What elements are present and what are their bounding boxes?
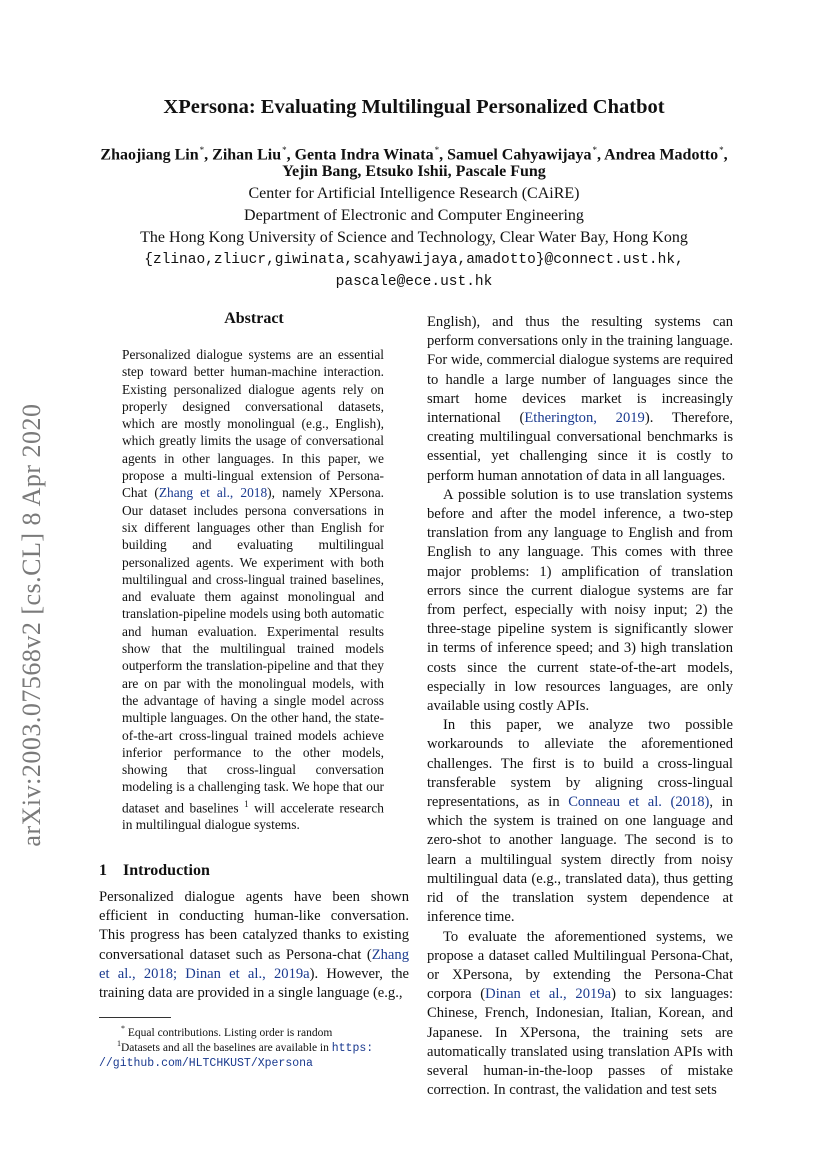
body-paragraph [427,716,733,927]
citation-link[interactable]: Conneau et al. (2018) [568,794,710,811]
footnote-datasets [99,1036,409,1071]
citation-link[interactable]: Zhang et al., 2018 [158,485,268,501]
author-name: Samuel Cahyawijaya [447,146,592,164]
equal-contrib-mark: * [199,145,205,155]
body-text: ). Therefore, creating multilingual conversational benchmarks is essential, yet challenging since it is costly to perform human annotation of data in all languages. [427,410,733,484]
body-paragraph [427,928,733,1101]
author-name: Zihan Liu [212,146,282,164]
intro-paragraph [99,888,409,1003]
body-paragraph: A possible solution is to use translation systems before and after the model inference, a two-step translation from any language to English and from English to any language. This comes with three major problems: 1) amplification of translation errors since the current dialogue systems are far from perfect, especially with noisy input; 2) the three-stage pipeline system is significantly slower in terms of inference speed; and 3) high translation costs since the current state-of-the-art models, especially in low resources languages, are only available using costly APIs. [427,486,733,715]
arxiv-sidebar [12,375,52,875]
equal-contrib-mark: * [719,145,724,155]
equal-contrib-mark: * [282,145,287,155]
abstract-heading: Abstract [224,310,284,327]
citation-link[interactable]: Dinan et al., 2019a [485,986,612,1003]
abstract-text: will accelerate research in multilingual dialogue systems. [122,800,384,833]
body-text: ) to six languages: Chinese, French, Indonesian, Italian, Korean, and Japanese. In XPersona, the training sets are automatically translated using translation APIs with several human-in-the-loop passes of mistake correction. In contrast, the validation and test sets [427,986,733,1099]
equal-contrib-mark: * [434,145,440,155]
github-url-link[interactable]: //github.com/HLTCHKUST/Xpersona [99,1056,313,1070]
abstract-text: Personalized dialogue systems are an essential step toward better human-machine interaction. Existing personalized dialogue agents rely on properly designed conversational datasets, which are mostly monolingual (e.g., English), which greatly limits the usage of conversational agents in other languages. In this paper, we propose a multi-lingual extension of Persona-Chat ( [122,347,384,501]
affiliation-center: Center for Artificial Intelligence Research (CAiRE) [248,185,580,202]
citation-link[interactable]: Etherington, 2019 [524,410,645,427]
author-email-pascale: pascale@ece.ust.hk [335,274,493,290]
author-name: Etsuko Ishii [365,163,448,180]
author-name: Zhaojiang Lin [100,146,199,164]
affiliation-department: Department of Electronic and Computer Engineering [244,207,584,224]
abstract-body [122,346,384,834]
body-text: English), and thus the resulting systems can perform conversations only in the training language. For wide, commercial dialogue systems are required to handle a large number of languages since the smart home devices market is increasingly international ( [427,314,733,427]
author-name: Yejin Bang [282,163,358,180]
body-text: , in which the system is trained on one language and zero-shot to another language. The second is to learn a multilingual system directly from noisy multilingual data (e.g., translated data), thus getting rid of the translation system dependence at inference time. [427,794,733,926]
footnote-symbol: * [121,1024,125,1033]
section-number: 1 [99,862,107,879]
body-text: To evaluate the aforementioned systems, we propose a dataset called Multilingual Persona-Chat, or XPersona, by extending the Persona-Chat corpora ( [427,928,733,1003]
body-text: ). However, the training data are provided in a single language (e.g., [99,965,409,1002]
citation-link[interactable]: Zhang et al., 2018; Dinan et al., 2019a [99,946,409,982]
section-heading-introduction [99,862,210,880]
section-title: Introduction [123,862,210,879]
paper-title: XPersona: Evaluating Multilingual Personalized Chatbot [163,96,665,118]
affiliation-university: The Hong Kong University of Science and Technology, Clear Water Bay, Hong Kong [140,229,688,246]
author-name: Andrea Madotto [604,146,719,164]
author-line-2: Yejin Bang, Etsuko Ishii, Pascale Fung [282,163,546,180]
right-column-body [427,313,733,1100]
equal-contrib-mark: * [592,145,598,155]
body-text: In this paper, we analyze two possible workarounds to alleviate the aforementioned challenges. The first is to build a cross-lingual transferable system by aligning cross-lingual representations, as in [427,717,733,811]
author-name: Pascale Fung [455,163,546,180]
footnote-symbol: 1 [117,1039,121,1048]
author-line-1: Zhaojiang Lin*, Zihan Liu*, Genta Indra Winata*, Samuel Cahyawijaya*, Andrea Madotto*, [100,145,728,164]
footnote-marker[interactable]: 1 [244,798,249,809]
footnote-text: Equal contributions. Listing order is random [127,1026,333,1039]
arxiv-identifier: arXiv:2003.07568v2 [cs.CL] 8 Apr 2020 [17,403,46,847]
github-url-link-start[interactable]: https: [331,1041,374,1055]
footnote-rule [99,1017,171,1018]
footnote-text: Datasets and all the baselines are available in [121,1041,332,1054]
author-emails: {zlinao,zliucr,giwinata,scahyawijaya,amadotto}@connect.ust.hk, [144,252,684,268]
author-name: Genta Indra Winata [294,146,434,164]
abstract-text: ), namely XPersona. Our dataset includes persona conversations in six different languages other than English for building and evaluating multilingual personalized agents. We experiment with both multilingual and cross-lingual trained baselines, and evaluate them against monolingual and translation-pipeline models using both automatic and human evaluation. Experimental results show that the multilingual trained models outperform the translation-pipeline and that they are on par with the monolingual models, with the advantage of having a single model across multiple languages. On the other hand, the state-of-the-art cross-lingual trained models achieve inferior performance to the other models, showing that cross-lingual conversation modeling is a challenging task. We hope that our dataset and baselines [122,485,384,816]
body-paragraph [427,313,733,486]
body-text: Personalized dialogue agents have been shown efficient in conducting human-like conversation. This progress has been catalyzed thanks to existing conversational dataset such as Persona-chat ( [99,889,409,963]
